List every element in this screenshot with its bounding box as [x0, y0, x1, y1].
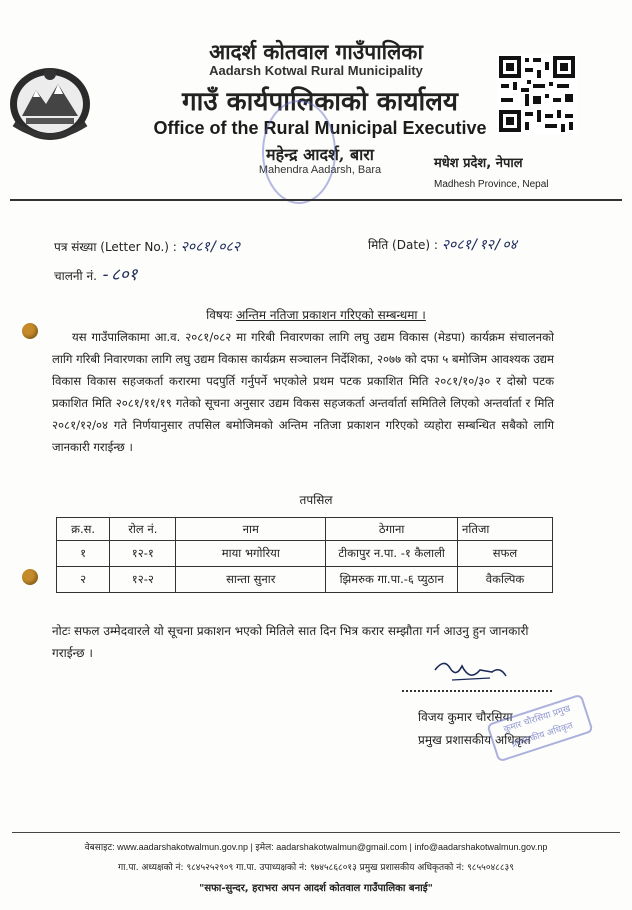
qr-code-icon[interactable]	[497, 54, 577, 134]
footer-contact[interactable]: वेबसाइट: www.aadarshakotwalmun.gov.np | इमेल: aadarshakotwalmun@gmail.com | info@aadarshakotwalmun.gov.np	[84, 842, 548, 852]
note-paragraph: नोटः सफल उम्मेदवारले यो सूचना प्रकाशन भएको मितिले सात दिन भित्र करार सम्झौता गर्न आउनु हुन जानकारी गराईन्छ ।	[52, 624, 529, 660]
cell-result: सफल	[457, 541, 552, 567]
body-paragraph	[52, 326, 554, 458]
signatory-title: प्रमुख प्रशासकीय अधिकृत	[418, 733, 531, 747]
cell-address: झिमरुक गा.पा.-६ प्युठान	[326, 567, 458, 593]
municipality-name-nepali: आदर्श कोतवाल गाउँपालिका	[209, 39, 423, 64]
letter-number	[54, 237, 240, 256]
signature-scribble-icon	[430, 656, 510, 692]
signature-line	[402, 690, 552, 692]
cell-serial: २	[57, 567, 110, 593]
office-seal-stamp	[262, 100, 336, 204]
column-header: रोल नं.	[110, 518, 176, 541]
office-name-english: Office of the Rural Municipal Executive	[153, 118, 487, 138]
location-english: Mahendra Aadarsh, Bara	[258, 164, 382, 176]
binder-hole-icon	[22, 569, 38, 585]
subject-label: विषयः	[206, 308, 233, 322]
table-header-row	[57, 518, 553, 541]
signature-stamp	[486, 694, 593, 763]
location-nepali: महेन्द्र आदर्श, बारा	[266, 145, 374, 164]
date-value: २०८१/१२/०४	[441, 237, 517, 253]
cell-name: माया भगोरिया	[176, 541, 326, 567]
table-row	[57, 541, 553, 567]
date-label: मिति (Date) :	[368, 238, 438, 252]
chalani-value: -८०१	[100, 265, 138, 285]
results-table	[56, 517, 553, 593]
column-header: क्र.स.	[57, 518, 110, 541]
chalani-number	[54, 262, 138, 285]
letter-date	[368, 235, 517, 254]
cell-serial: १	[57, 541, 110, 567]
signatory-name: विजय कुमार चौरसिया	[418, 710, 513, 724]
binder-hole-icon	[22, 323, 38, 339]
table-heading: तपसिल	[299, 493, 333, 507]
cell-roll: १२-२	[110, 567, 176, 593]
stamp-text: कुमार चौरसिया प्रमुख प्रशासकीय अधिकृत	[502, 703, 575, 751]
province-english: Madhesh Province, Nepal	[434, 179, 549, 190]
column-header: ठेगाना	[326, 518, 458, 541]
chalani-label: चालनी नं.	[54, 269, 97, 283]
cell-name: सान्ता सुनार	[176, 567, 326, 593]
footer-phone-numbers: गा.पा. अध्यक्षको नं: ९८४५२५२९०९ गा.पा. उपाध्यक्षको नं: ९७४५८६८०१३ प्रमुख प्रशासकीय अधिकृतको नं: ९८५५०४८८३९	[118, 863, 514, 873]
municipality-name-english: Aadarsh Kotwal Rural Municipality	[209, 63, 423, 78]
letter-number-label: पत्र संख्या (Letter No.) :	[54, 240, 177, 254]
body-text: यस गाउँपालिकामा आ.व. २०८१/०८२ मा गरिबी निवारणका लागि लघु उद्यम विकास (मेडपा) कार्यक्रम संचालनको लागि गरिबी निवारणका लागि लघु उद्यम विकास कार्यक्रम सञ्चालन निर्देशिका, २०७७ को दफा ५ बमोजिम आवश्यक उद्यम विकास विकास सहजकर्ता करारमा पदपुर्ति गर्नुपर्ने भएकोले प्रथम पटक प्रकाशित मिति २०८१/१०/३० र दोस्रो पटक प्रकाशित मिति २०८१/११/१९ गतेको सूचना अनुसार उद्यम विकस सहजकर्ता अन्तर्वार्ता समितिले लिएको अन्तर्वार्ता र मिति २०८१/१२/०४ गते निर्णयानुसार तपसिल बमोजिमको अन्तिम नतिजा प्रकाशन गरिएको व्यहोरा सम्बन्धित सबैको लागि जानकारी गराईन्छ ।	[52, 330, 554, 454]
cell-result: वैकल्पिक	[457, 567, 552, 593]
column-header: नतिजा	[457, 518, 552, 541]
subject-line	[0, 306, 632, 323]
column-header: नाम	[176, 518, 326, 541]
cell-roll: १२-१	[110, 541, 176, 567]
footer-slogan: "सफा-सुन्दर, हराभरा अपन आदर्श कोतवाल गाउँपालिका बनाई"	[199, 883, 433, 894]
footer-divider	[12, 832, 620, 833]
table-row	[57, 567, 553, 593]
cell-address: टीकापुर न.पा. -१ कैलाली	[326, 541, 458, 567]
office-name-nepali: गाउँ कार्यपालिकाको कार्यालय	[182, 87, 458, 117]
province-nepali: मधेश प्रदेश, नेपाल	[434, 156, 523, 171]
header-divider	[10, 199, 622, 201]
subject-text: अन्तिम नतिजा प्रकाशन गरिएको सम्बन्धमा ।	[236, 308, 426, 322]
letter-number-value: २०८१/०८२	[180, 239, 241, 255]
